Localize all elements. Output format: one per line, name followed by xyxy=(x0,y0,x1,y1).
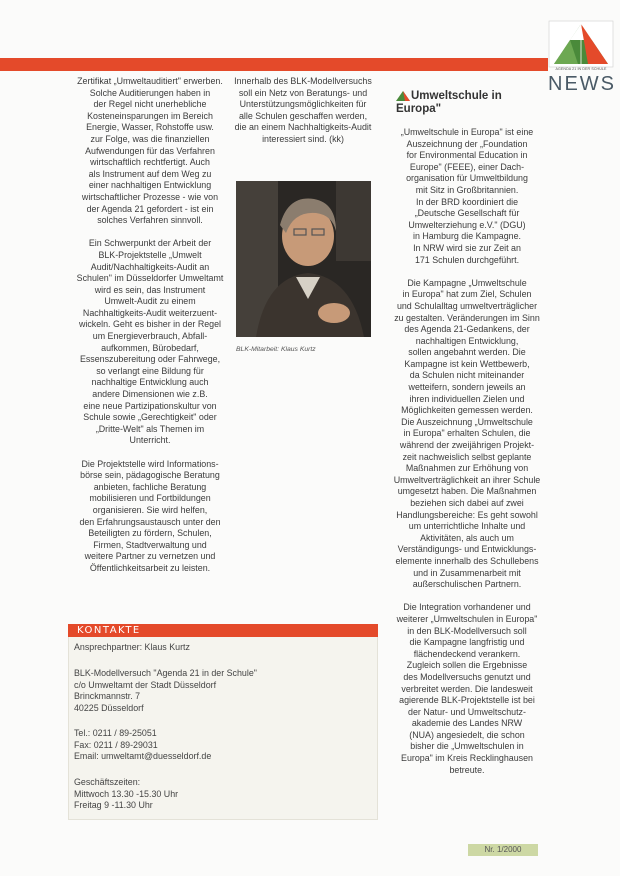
pyramid-logo-icon xyxy=(548,20,614,68)
contact-hours: Geschäftszeiten: Mittwoch 13.30 -15.30 Uhr Freitag 9 -11.30 Uhr xyxy=(74,777,179,811)
logo-news-title: NEWS xyxy=(548,73,616,95)
portrait-photo xyxy=(236,181,371,337)
article-column-3 xyxy=(392,127,542,788)
logo-mark-icon xyxy=(396,91,410,101)
contact-phone: Tel.: 0211 / 89-25051 Fax: 0211 / 89-29031 Email: umweltamt@duesseldorf.de xyxy=(74,728,212,762)
col2-paragraph-1: Innerhalb des BLK-Modellversuchs soll ein Netz von Beratungs- und Unterstützungsmöglichkeiten für alle Schulen geschaffen werden, die an einem Nachhaltigkeits-Audit interessiert sind. (kk) xyxy=(234,76,372,144)
kontakte-header xyxy=(68,624,378,637)
headline-line-1: Umweltschule in xyxy=(411,90,502,102)
news-logo xyxy=(548,20,614,100)
article-column-1 xyxy=(70,76,230,586)
contact-person: Ansprechpartner: Klaus Kurtz xyxy=(74,642,190,652)
col1-paragraph-1: Zertifikat „Umweltauditiert" erwerben. Solche Auditierungen haben in der Regel nicht unerhebliche Kosteneinsparungen im Bereich Energie, Wasser, Rohstoffe usw. zur Folge, was die finanziellen Aufwendungen für das Verfahren wirtschaftlich rechtfertigt. Auch als Instrument auf dem Weg zu einer nachhaltigen Entwicklung wirtschaftlicher Prozesse - wie von der Agenda 21 gefordert - ist ein solches Verfahren sinnvoll. xyxy=(77,76,223,226)
photo-caption: BLK-Mitarbeit: Klaus Kurtz xyxy=(236,346,316,353)
article-column-2 xyxy=(232,76,374,157)
issue-number: Nr. 1/2000 xyxy=(468,844,538,856)
col1-paragraph-3: Die Projektstelle wird Informations- börse sein, pädagogische Beratung anbieten, fachliche Beratung mobilisieren und Fortbildungen organisieren. Sie wird helfen, den Erfahrungsaustausch unter den Beteiligten zu fördern, Schulen, Firmen, Stadtverwaltung und weitere Partner zu vernetzen und Öffentlichkeitsarbeit zu leisten. xyxy=(79,458,221,573)
header-red-band xyxy=(0,58,548,71)
umweltschule-headline xyxy=(396,90,546,116)
headline-line-2: Europa" xyxy=(396,103,442,115)
col3-paragraph-3: Die Integration vorhandener und weiterer „Umweltschulen in Europa" in den BLK-Modellversuch soll die Kampagne langfristig und flächendeckend verankern. Zugleich sollen die Ergebnisse des Modellversuchs genutzt und verbreitet werden. Die landesweit agierende BLK-Projektstelle ist bei der Natur- und Umweltschutz- akademie des Landes NRW (NUA) angesiedelt, die schon bisher die „Umweltschulen in Europa" im Kreis Recklinghausen betreute. xyxy=(396,602,538,775)
col3-paragraph-2: Die Kampagne „Umweltschule in Europa" hat zum Ziel, Schulen und Schulalltag umweltverträglicher zu gestalten. Veränderungen im Sinn des Agenda 21-Gedankens, der nachhaltigen Entwicklung, sollen angebahnt werden. Die Kampagne ist kein Wettbewerb, da Schulen nicht miteinander wetteifern, sondern jeweils an ihren individuellen Zielen und Möglichkeiten gemessen werden. Die Auszeichnung „Umweltschule in Europa" erhalten Schulen, die während der zweijährigen Projekt- zeit nachweislich selbst geplante Maßnahmen zur Erhöhung von Umweltverträglichkeit an ihrer Schule umgesetzt haben. Die Maßnahmen beziehen sich dabei auf zwei Handlungsbereiche: Es geht sowohl um unterrichtliche Inhalte und Aktivitäten, als auch um Verständigungs- und Entwicklungs- elemente innerhalb des Schullebens und in Zusammenarbeit mit außerschulischen Partnern. xyxy=(393,277,541,590)
col3-paragraph-1: „Umweltschule in Europa" ist eine Auszeichnung der „Foundation for Environmental Education in Europe" (FEEE), einer Dach- organisation für Umweltbildung mit Sitz in Großbritannien. In der BRD koordiniert die „Deutsche Gesellschaft für Umwelterziehung e.V." (DGU) in Hamburg die Kampagne. In NRW wird sie zur Zeit an 171 Schulen durchgeführt. xyxy=(400,127,534,265)
contact-address: BLK-Modellversuch "Agenda 21 in der Schule" c/o Umweltamt der Stadt Düsseldorf Brinckmannstr. 7 40225 Düsseldorf xyxy=(74,668,257,713)
kontakte-title: KONTAKTE xyxy=(77,625,141,636)
col1-paragraph-2: Ein Schwerpunkt der Arbeit der BLK-Projektstelle „Umwelt Audit/Nachhaltigkeits-Audit an Schulen" im Düsseldorfer Umweltamt wird es sein, das Instrument Umwelt-Audit zu einem Nachhaltigkeits-Audit weiterzuent- wickeln. Geht es bisher in der Regel um Energieverbrauch, Abfall- aufkommen, Bürobedarf, Essenszubereitung oder Fahrwege, so verlangt eine Bildung für nachhaltige Entwicklung auch andere Dimensionen wie z.B. eine neue Partizipationskultur von Schule sowie „Gerechtigkeit" oder „Dritte-Welt" als Themen im Unterricht. xyxy=(76,238,224,446)
logo-brand-text: AGENDA 21 IN DER SCHULE xyxy=(555,67,607,71)
